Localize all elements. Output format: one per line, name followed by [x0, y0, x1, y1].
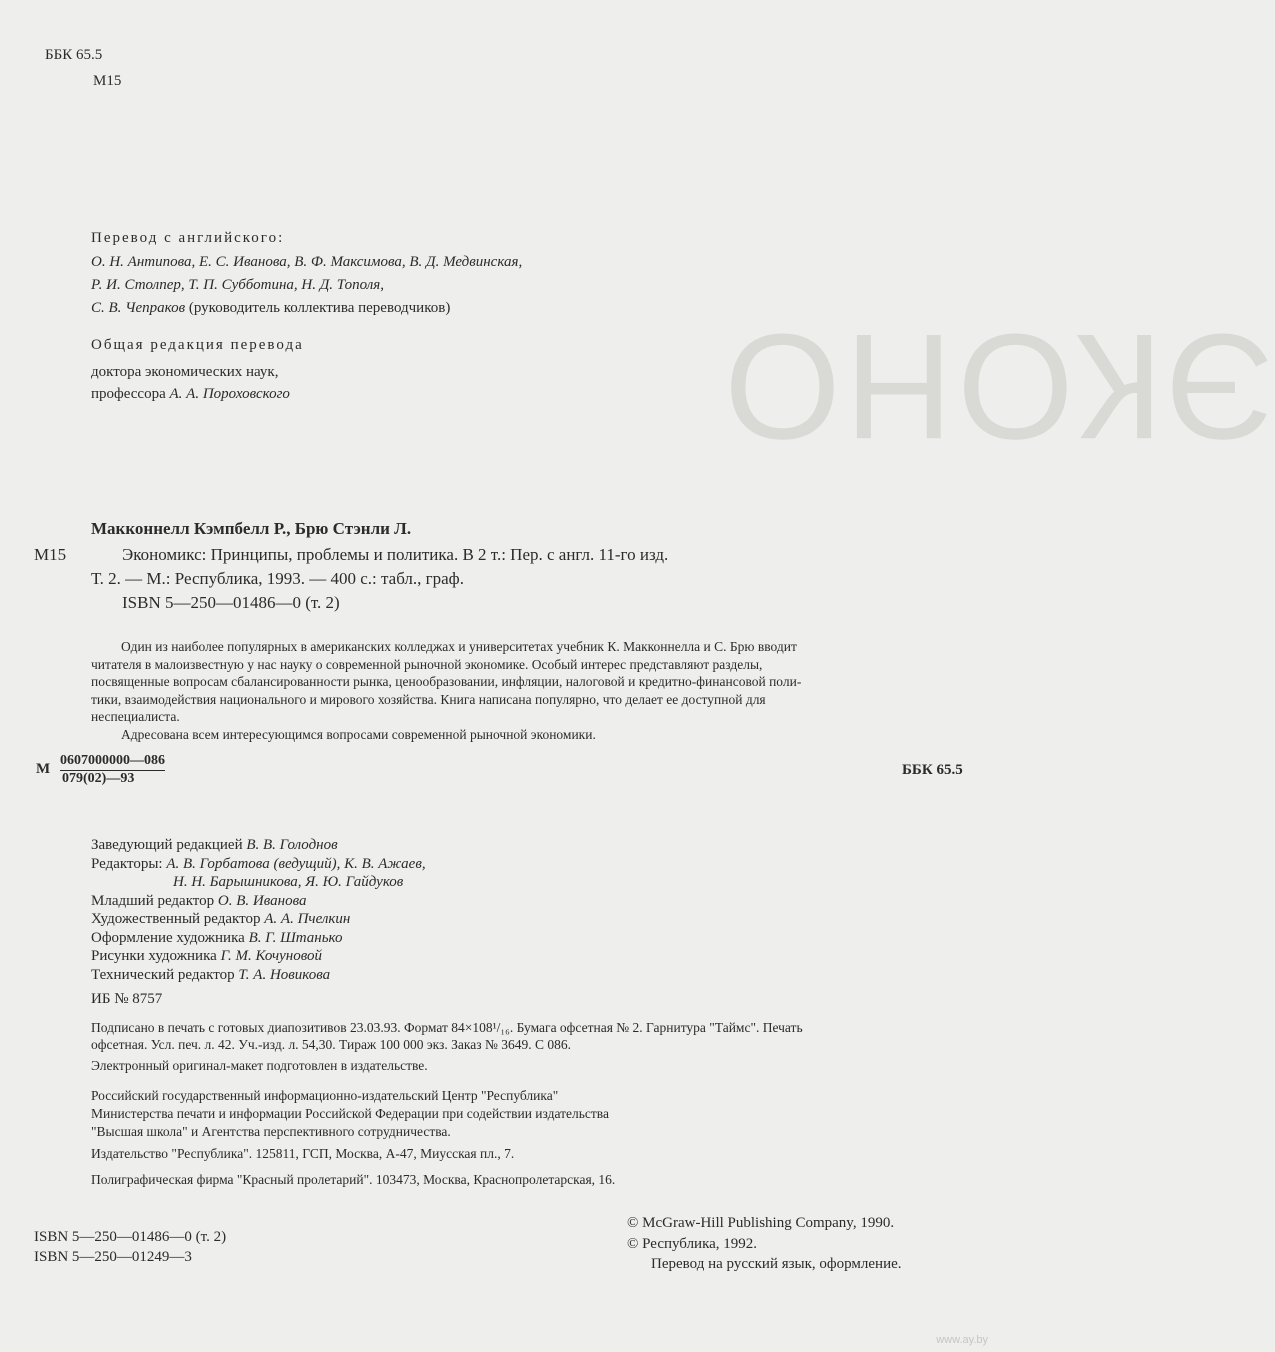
- index-numerator: 0607000000—086: [60, 753, 165, 771]
- translator-lead-name: С. В. Чепраков: [91, 300, 186, 316]
- translators-line-3: [91, 300, 450, 317]
- isbn-set: ISBN 5—250—01249—3: [34, 1249, 192, 1265]
- bbk-header: ББК 65.5: [45, 47, 103, 63]
- staff-line: Художественный редактор А. А. Пчелкин: [91, 911, 351, 927]
- translators-line-1: О. Н. Антипова, Е. С. Иванова, В. Ф. Максимова, В. Д. Медвинская,: [91, 254, 523, 270]
- staff-line: Редакторы: А. В. Горбатова (ведущий), К. В. Ажаев,: [91, 855, 426, 872]
- abstract-line: неспециалиста.: [91, 709, 180, 724]
- copyright-original: © McGraw-Hill Publishing Company, 1990.: [627, 1215, 895, 1231]
- reverse-side-bleed: ЭКОНО: [720, 303, 1275, 471]
- abstract-line: читателя в малоизвестную у нас науку о современной рыночной экономике. Особый интерес представляют разделы,: [91, 656, 763, 672]
- publisher-line: Российский государственный информационно-издательский Центр "Республика": [91, 1088, 559, 1103]
- printer-address: Полиграфическая фирма "Красный пролетарий". 103473, Москва, Краснопролетарская, 16.: [91, 1172, 616, 1187]
- ib-number: ИБ № 8757: [91, 991, 163, 1007]
- editing-heading: Общая редакция перевода: [91, 337, 304, 353]
- staff-line: Н. Н. Барышникова, Я. Ю. Гайдуков: [173, 874, 404, 890]
- copyright-note: Перевод на русский язык, оформление.: [651, 1256, 902, 1272]
- catalog-authors: Макконнелл Кэмпбелл Р., Брю Стэнли Л.: [91, 519, 412, 538]
- catalog-title-line: Экономикс: Принципы, проблемы и политика. В 2 т.: Пер. с англ. 11-го изд.: [122, 545, 669, 564]
- translator-lead-role: (руководитель коллектива переводчиков): [185, 300, 451, 316]
- abstract-audience: Адресована всем интересующимся вопросами современной рыночной экономики.: [121, 726, 596, 742]
- index-letter: М: [36, 761, 51, 777]
- translators-line-2: Р. И. Столпер, Т. П. Субботина, Н. Д. Тополя,: [91, 277, 384, 293]
- staff-line: Оформление художника В. Г. Штанько: [91, 929, 343, 946]
- staff-line: Младший редактор О. В. Иванова: [91, 892, 307, 909]
- staff-line: Технический редактор Т. А. Новикова: [91, 966, 331, 983]
- print-info-line: офсетная. Усл. печ. л. 42. Уч.-изд. л. 54,30. Тираж 100 000 экз. Заказ № 3649. С 086.: [91, 1037, 571, 1052]
- publisher-line: "Высшая школа" и Агентства перспективного сотрудничества.: [91, 1124, 451, 1139]
- publisher-address: Издательство "Республика". 125811, ГСП, Москва, А-47, Миусская пл., 7.: [91, 1146, 515, 1161]
- site-watermark: www.ay.by: [936, 1334, 988, 1346]
- print-info-line: Подписано в печать с готовых диапозитивов 23.03.93. Формат 84×108¹/₁₆. Бумага офсетная № 2. Гарнитура "Таймс". Печать: [91, 1020, 803, 1035]
- editor-title-line: доктора экономических наук,: [91, 364, 279, 380]
- copyright-translation: © Республика, 1992.: [627, 1236, 758, 1252]
- index-denominator: 079(02)—93: [62, 771, 135, 786]
- index-fraction: [60, 753, 165, 787]
- editor-prefix: профессора: [91, 386, 170, 402]
- publisher-line: Министерства печати и информации Российской Федерации при содействии издательства: [91, 1106, 609, 1121]
- staff-line: Заведующий редакцией В. В. Голоднов: [91, 837, 338, 853]
- editor-name: А. А. Пороховского: [169, 386, 290, 402]
- abstract-line: посвященные вопросам сбалансированности рынка, ценообразовании, инфляции, налоговой и кредитно-финансовой поли-: [91, 674, 802, 689]
- catalog-isbn: ISBN 5—250—01486—0 (т. 2): [122, 593, 340, 612]
- author-code-header: М15: [93, 73, 122, 89]
- abstract: [91, 638, 991, 743]
- abstract-line: Один из наиболее популярных в американских колледжах и университетах учебник К. Макконнелла и С. Брю вводит: [121, 639, 797, 654]
- translation-heading: Перевод с английского:: [91, 230, 285, 246]
- print-info-line: Электронный оригинал-макет подготовлен в издательстве.: [91, 1058, 428, 1073]
- staff-line: Рисунки художника Г. М. Кочуновой: [91, 948, 323, 964]
- index-bbk: ББК 65.5: [902, 762, 963, 778]
- staff-list: [91, 836, 426, 984]
- catalog-imprint-line: Т. 2. — М.: Республика, 1993. — 400 с.: табл., граф.: [91, 569, 464, 588]
- catalog-code: М15: [34, 545, 67, 564]
- editor-name-line: [91, 386, 290, 403]
- isbn-volume: ISBN 5—250—01486—0 (т. 2): [34, 1229, 227, 1245]
- abstract-line: тики, взаимодействия национального и мирового хозяйства. Книга написана популярно, что делает ее доступной для: [91, 691, 766, 707]
